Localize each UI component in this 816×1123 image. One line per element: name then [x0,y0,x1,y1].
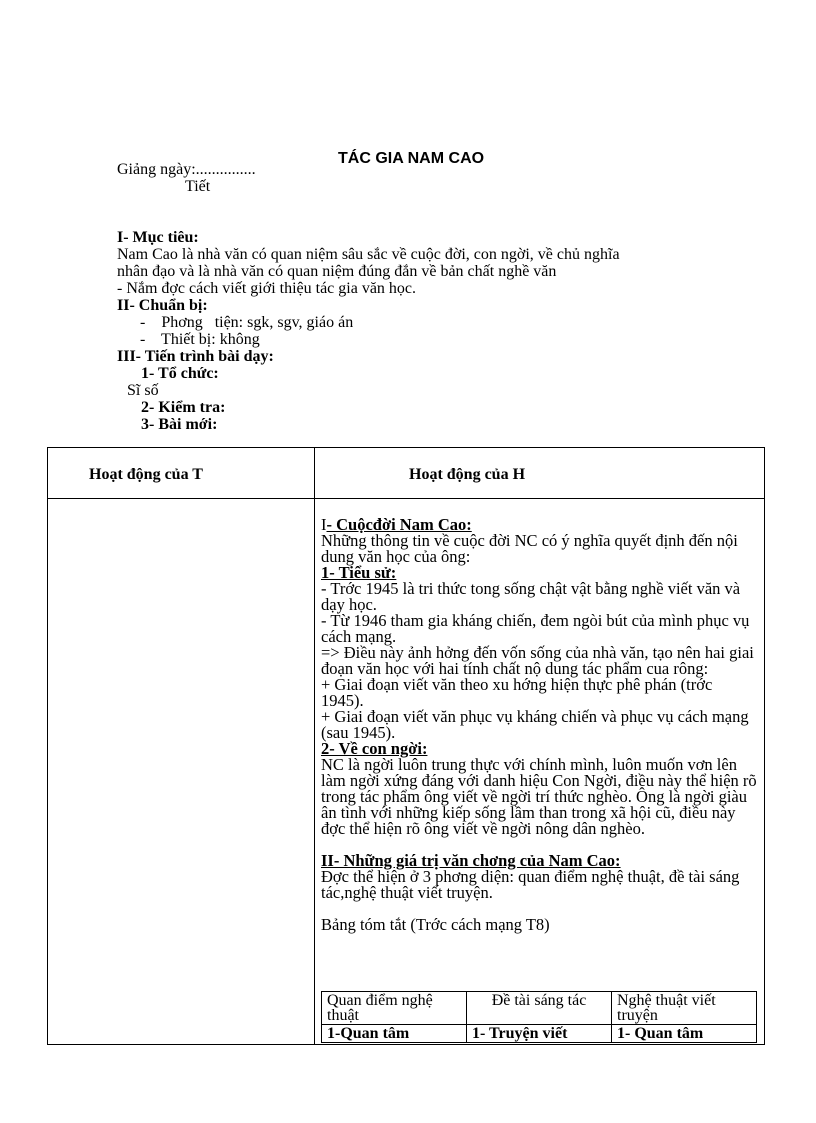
summary-table-wrap [321,991,757,1044]
date-line: Giảng ngày:............... [117,161,256,178]
summary-cell: 1-Quan tâm [322,1025,467,1043]
preparation-item-2: - Thiết bị: không [140,331,260,348]
procedure-organization: 1- Tổ chức: [141,365,219,382]
teacher-activity-header: Hoạt động của T [89,466,203,483]
biography-impact: => Điều này ảnh hởng đến vốn sống của nhà văn, tạo nên hai giai đoạn văn học với hai tính chất nộ dung tác phẩm cua rông: [321,643,754,678]
section-preparation-heading: II- Chuẩn bị: [117,297,208,314]
summary-header-row [322,992,757,1025]
summary-header-craft: Nghệ thuật viết truyện [612,992,757,1025]
table-header-divider [47,498,765,499]
student-activity-content [321,517,757,933]
table-column-divider [314,447,315,1045]
life-intro: Những thông tin về cuộc đời NC có ý nghĩa quyết định đến nội dung văn học của ông: [321,531,738,566]
summary-header-topics: Đề tài sáng tác [467,992,612,1025]
life-heading: I- Cuộcđời Nam Cao: [321,515,472,534]
biography-from-1946: - Từ 1946 tham gia kháng chiến, đem ngòi bút của mình phục vụ cách mạng. [321,611,750,646]
section-objectives-heading: I- Mục tiêu: [117,229,199,246]
procedure-new-lesson: 3- Bài mới: [141,416,218,433]
page-title: TÁC GIA NAM CAO [338,150,485,167]
summary-cell: 1- Truyện viết [467,1025,612,1043]
procedure-attendance: Sĩ số [127,382,159,399]
summary-table [321,991,757,1043]
objectives-line-3: - Nắm đợc cách viết giới thiệu tác gia văn học. [117,280,417,297]
person-description: NC là ngời luôn trung thực với chính mình, luôn muốn vơn lên làm ngời xứng đáng với danh hiệu Con Ngời, điều này thể hiện rõ trong tác phẩm ông viết về ngời trí thức nghèo. Ông là ngời giàu ân tình với những kiếp sống lầm than trong xã hội cũ, điều này đợc thể hiện rõ ông viết về ngời nông dân nghèo. [321,755,757,838]
literary-values-heading: II- Những giá trị văn chơng của Nam Cao: [321,851,621,870]
biography-heading: 1- Tiểu sử: [321,563,397,582]
procedure-check: 2- Kiểm tra: [141,399,226,416]
literary-values-intro: Đợc thể hiện ở 3 phơng diện: quan điểm nghệ thuật, đề tài sáng tác,nghệ thuật viết truyện. [321,867,740,902]
person-heading: 2- Về con ngời: [321,739,428,758]
section-procedure-heading: III- Tiến trình bài dạy: [117,348,274,365]
objectives-line-2: nhân đạo và là nhà văn có quan niệm đúng đắn về bản chất nghề văn [117,263,557,280]
biography-before-1945: - Trớc 1945 là tri thức tong sống chật vật bằng nghề viết văn và dạy học. [321,579,741,614]
summary-caption: Bảng tóm tắt (Trớc cách mạng T8) [321,915,550,934]
summary-row [322,1025,757,1043]
summary-header-art-view: Quan điểm nghệ thuật [322,992,467,1025]
student-activity-header: Hoạt động của H [409,466,526,483]
summary-cell: 1- Quan tâm [612,1025,757,1043]
period-realism: + Giai đoạn viết văn theo xu hớng hiện thực phê phán (trớc 1945). [321,675,713,710]
preparation-item-1: - Phơng tiện: sgk, sgv, giáo án [140,314,354,331]
objectives-line-1: Nam Cao là nhà văn có quan niệm sâu sắc về cuộc đời, con ngời, về chủ nghĩa [117,246,620,263]
period-resistance: + Giai đoạn viết văn phục vụ kháng chiến và phục vụ cách mạng (sau 1945). [321,707,749,742]
period-line: Tiết [185,178,211,195]
